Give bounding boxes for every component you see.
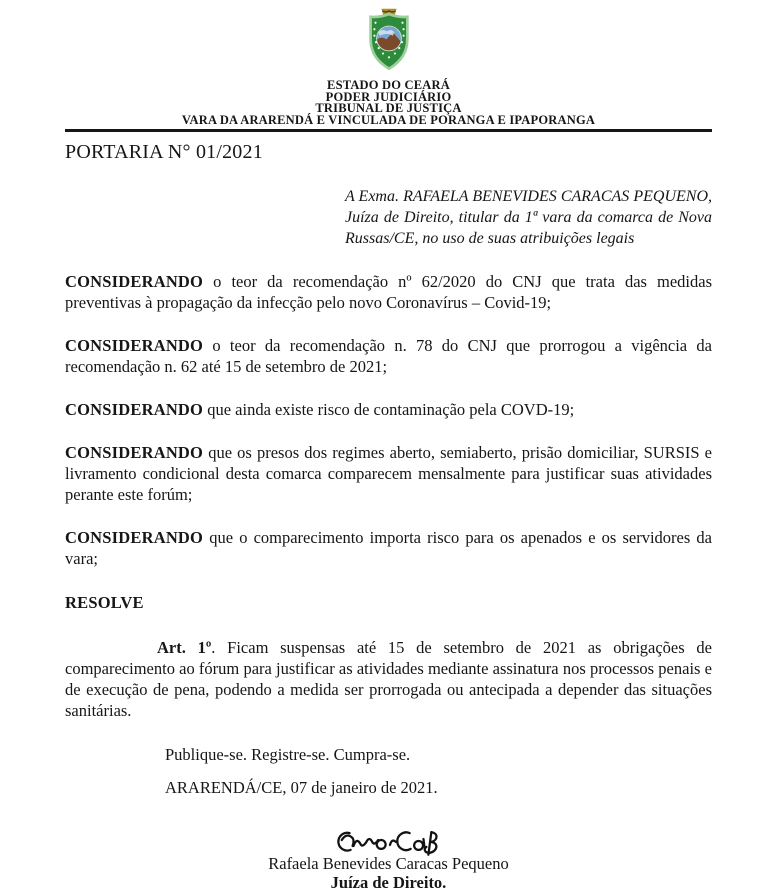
addressee-block: A Exma. RAFAELA BENEVIDES CARACAS PEQUENO, Juíza de Direito, titular da 1ª vara da comarca de Nova Russas/CE, no uso de suas atribuições legais <box>345 188 712 247</box>
considerando-paragraph <box>65 271 712 313</box>
letterhead-state: ESTADO DO CEARÁ <box>327 78 450 92</box>
considerando-text: o teor da recomendação nº 62/2020 do CNJ que trata das medidas preventivas à propagação da infecção pelo novo Coronavírus – Covid-19; <box>65 272 712 312</box>
considerando-paragraph <box>65 335 712 377</box>
letterhead-vara: VARA DA ARARENDÁ E VINCULADA DE PORANGA E IPAPORANGA <box>181 112 596 127</box>
considerando-paragraph <box>65 527 712 569</box>
considerando-lead: CONSIDERANDO <box>65 400 204 419</box>
considerando-text: o teor da recomendação n. 78 do CNJ que prorrogou a vigência da recomendação n. 62 até 15 de setembro de 2021; <box>65 336 712 376</box>
considerando-text: que ainda existe risco de contaminação pela COVD-19; <box>203 400 575 419</box>
letterhead-court: TRIBUNAL DE JUSTIÇA <box>315 101 462 115</box>
document-number: PORTARIA N° 01/2021 <box>65 141 263 163</box>
closing-date-line: ARARENDÁ/CE, 07 de janeiro de 2021. <box>165 778 438 797</box>
signature-block <box>65 824 712 892</box>
considerando-lead: CONSIDERANDO <box>65 443 204 462</box>
signer-role: Juíza de Direito. <box>330 873 447 892</box>
ceara-coat-of-arms-icon <box>362 8 416 71</box>
letterhead <box>65 80 712 126</box>
closing-publish-line: Publique-se. Registre-se. Cumpra-se. <box>165 745 411 764</box>
handwritten-signature-icon <box>325 824 453 858</box>
considerando-text: que o comparecimento importa risco para os apenados e os servidores da vara; <box>65 528 712 568</box>
letterhead-emblem-wrap <box>65 8 712 76</box>
considerando-paragraph <box>65 442 712 505</box>
article-lead: Art. 1º <box>157 638 212 657</box>
resolve-heading: RESOLVE <box>65 593 144 612</box>
signer-name: Rafaela Benevides Caracas Pequeno <box>268 854 509 873</box>
considerando-lead: CONSIDERANDO <box>65 336 204 355</box>
article-text: . Ficam suspensas até 15 de setembro de 2021 as obrigações de comparecimento ao fórum para justificar as atividades mediante assinatura nos processos penais e de execução de pena, podendo a medida ser prorrogada ou antecipada a depender das situações sanitárias. <box>65 638 712 720</box>
considerando-lead: CONSIDERANDO <box>65 272 204 291</box>
header-divider <box>65 129 712 132</box>
considerando-paragraph <box>65 399 712 420</box>
considerando-lead: CONSIDERANDO <box>65 528 204 547</box>
considerando-text: que os presos dos regimes aberto, semiaberto, prisão domiciliar, SURSIS e livramento condicional desta comarca comparecem mensalmente para justificar suas atividades perante este forúm; <box>65 443 712 504</box>
letterhead-branch: PODER JUDICIÁRIO <box>325 89 452 104</box>
article-1-paragraph <box>65 637 712 721</box>
